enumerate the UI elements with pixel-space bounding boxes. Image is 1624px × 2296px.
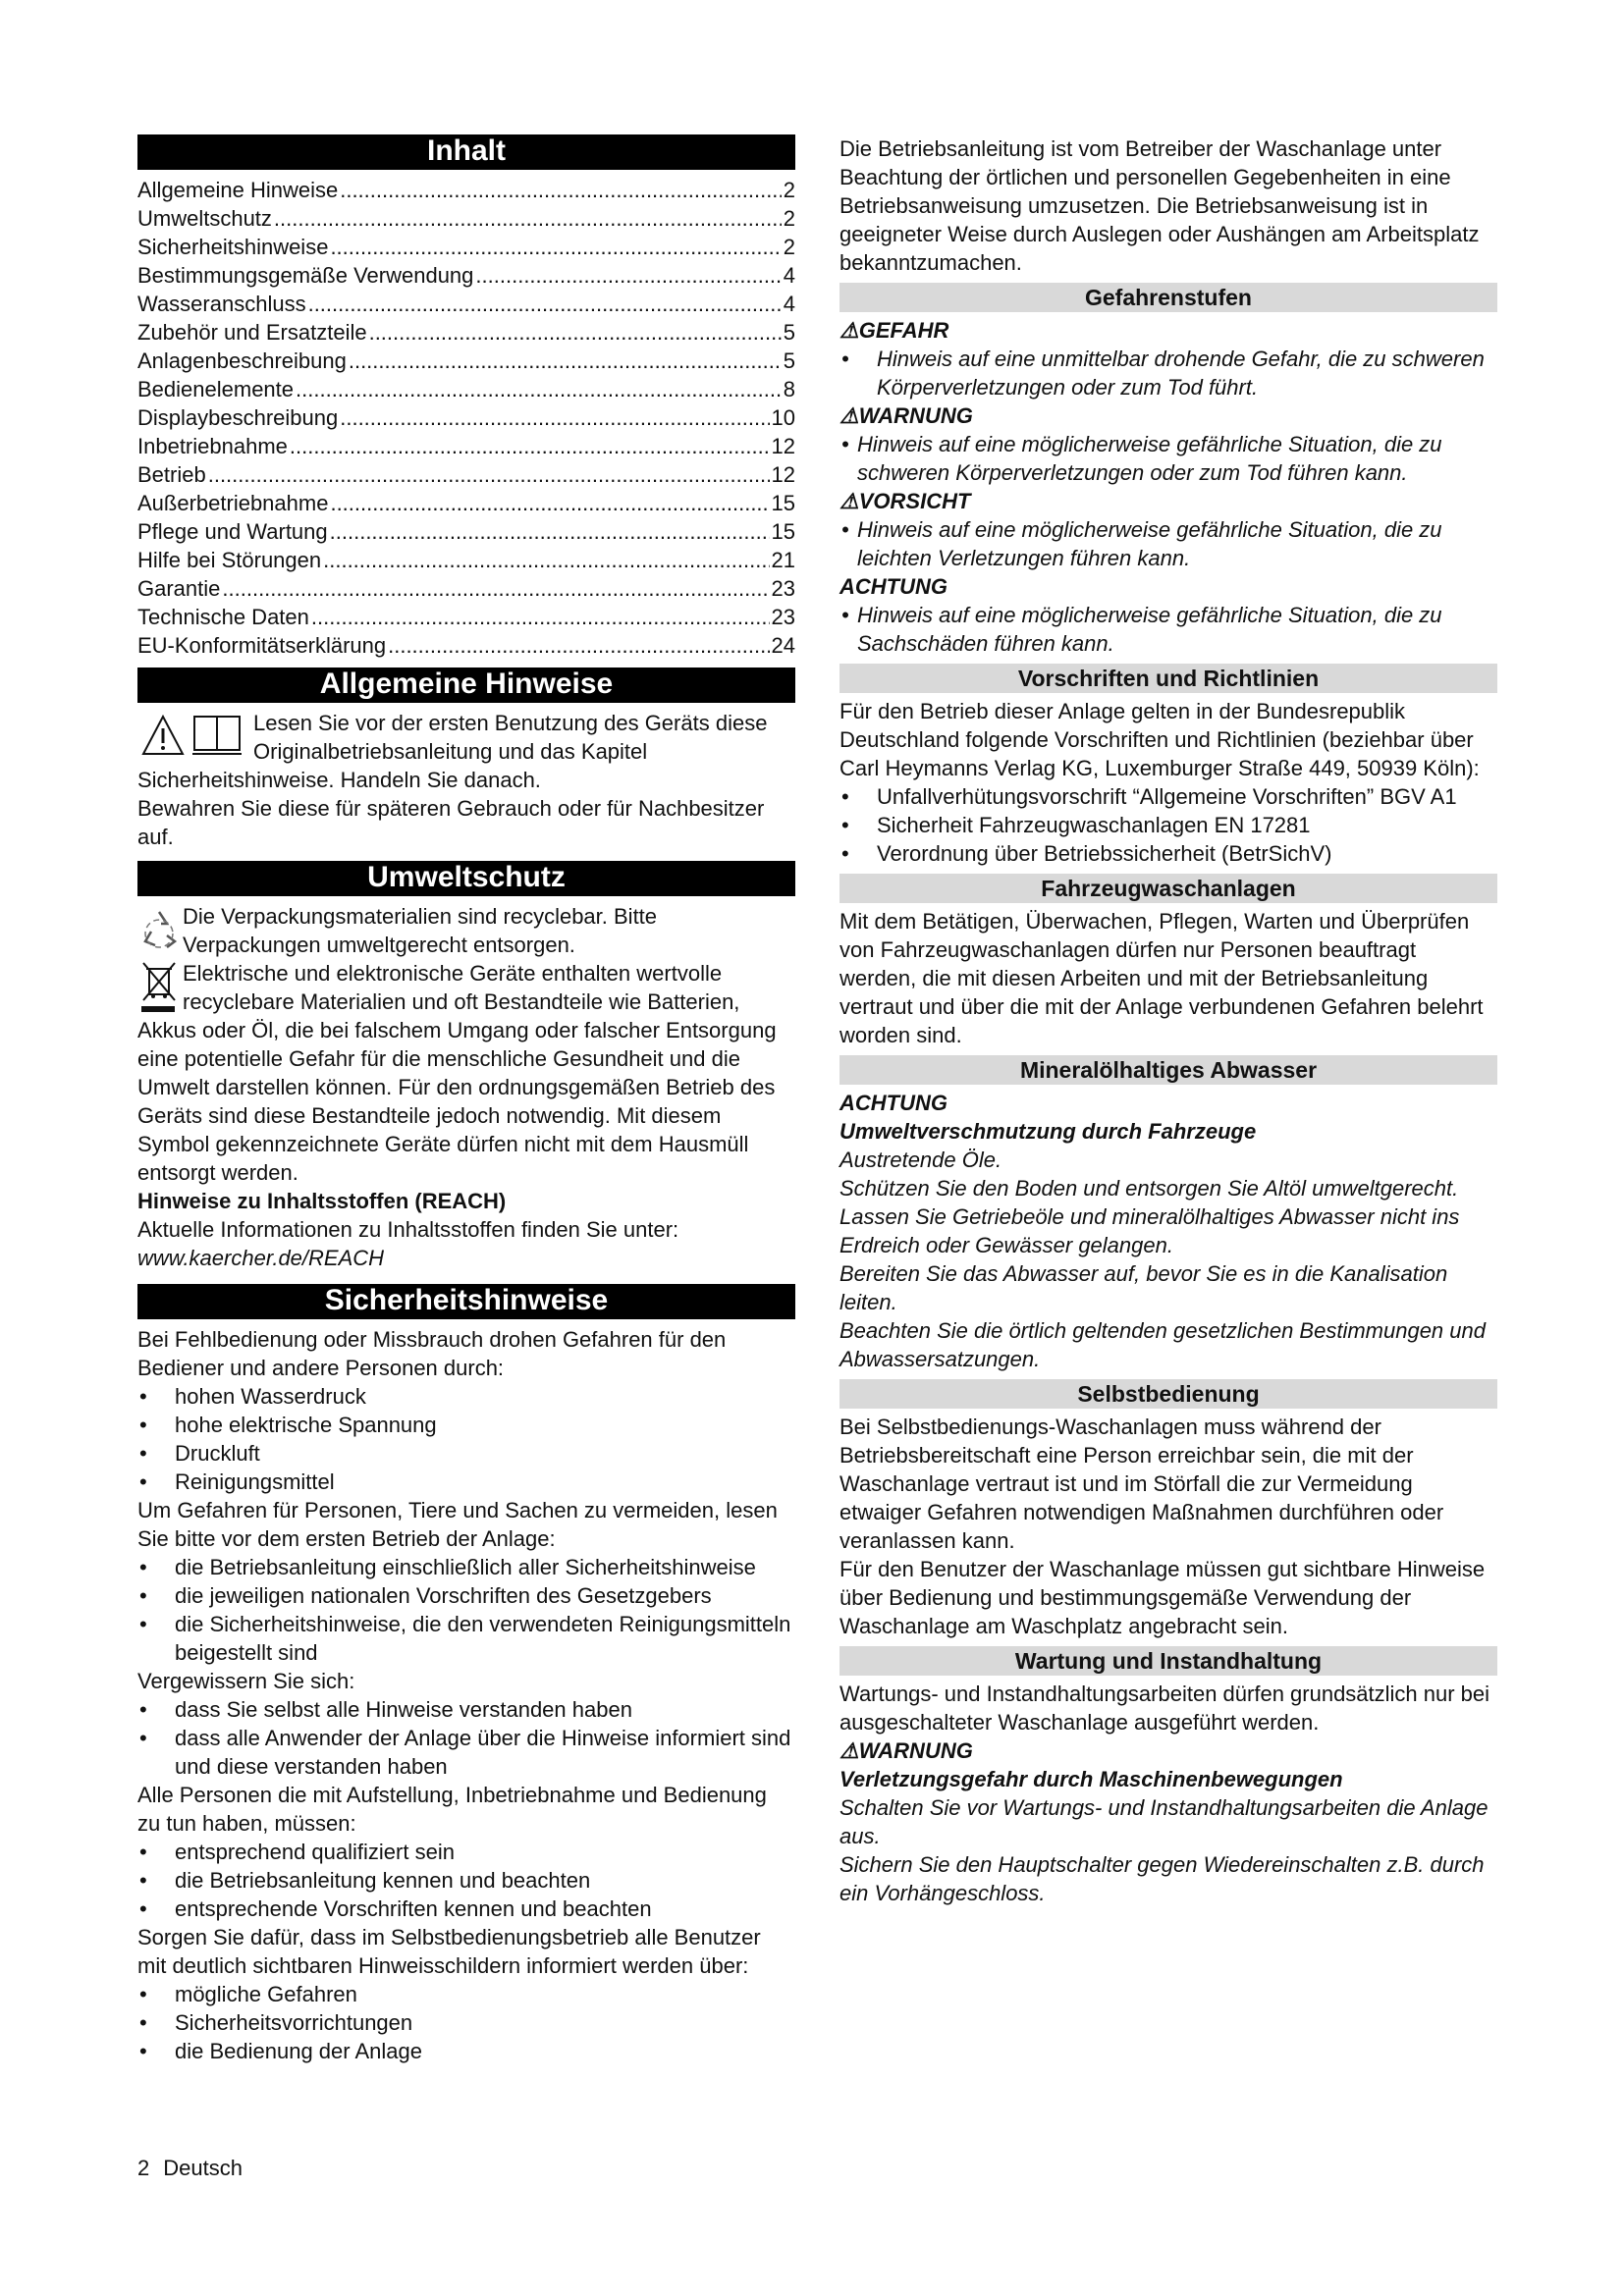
toc-row[interactable] (137, 318, 795, 347)
toc-dots (330, 233, 781, 261)
wartung-subtitle: Verletzungsgefahr durch Maschinenbewegungen (839, 1767, 1343, 1791)
warning-small-icon: ⚠ (839, 489, 859, 513)
allgemeine-text-2: Bewahren Sie diese für späteren Gebrauch oder für Nachbesitzer auf. (137, 796, 765, 849)
selbst-text-2: Für den Benutzer der Waschanlage müssen gut sichtbare Hinweise über Bedienung und bestimmungsgemäße Verwendung der Waschanlage am Waschplatz angebracht sein. (839, 1557, 1486, 1638)
toc-label: Pflege und Wartung (137, 519, 328, 544)
wartung-lines (839, 1793, 1497, 1907)
reach-link[interactable]: www.kaercher.de/REACH (137, 1246, 385, 1270)
reach-title: Hinweise zu Inhaltsstoffen (REACH) (137, 1189, 507, 1213)
sicherheit-list-1 (137, 1382, 795, 1496)
sicherheit-text-5: Sorgen Sie dafür, dass im Selbstbedienungsbetrieb alle Benutzer mit deutlich sichtbaren Hinweisschildern informiert werden über: (137, 1925, 761, 1978)
manual-book-icon (192, 717, 242, 754)
list-item: • entsprechend qualifiziert sein (137, 1838, 795, 1866)
page-number: 2 (137, 2156, 150, 2180)
toc-row[interactable] (137, 603, 795, 631)
toc-page: 2 (783, 178, 795, 202)
footer-language: Deutsch (163, 2156, 243, 2180)
toc-label: Hilfe bei Störungen (137, 548, 322, 572)
list-item: • mögliche Gefahren (137, 1980, 795, 2008)
toc-row[interactable] (137, 347, 795, 375)
toc-page: 8 (783, 377, 795, 401)
toc-row[interactable] (137, 546, 795, 574)
toc-row[interactable] (137, 233, 795, 261)
toc-page: 2 (783, 206, 795, 231)
toc-dots (340, 176, 782, 204)
crossed-bin-icon (137, 959, 183, 1016)
achtung-label: ACHTUNG (839, 574, 947, 599)
vorsicht-label: ⚠VORSICHT (839, 489, 971, 513)
fahrzeug-text: Mit dem Betätigen, Überwachen, Pflegen, Warten und Überprüfen von Fahrzeugwaschanlagen dürfen nur Personen beauftragt werden, die mit diesen Arbeiten und mit der Betriebsanleitung vertraut und über die mit der Anlage verbundenen Gefahren belehrt worden sind. (839, 909, 1484, 1047)
umwelt-heading: Umweltschutz (137, 861, 795, 896)
toc-label: Technische Daten (137, 605, 309, 629)
toc-heading: Inhalt (137, 134, 795, 170)
toc-label: Garantie (137, 576, 221, 601)
list-item: • entsprechende Vorschriften kennen und beachten (137, 1895, 795, 1923)
toc-label: Bestimmungsgemäße Verwendung (137, 263, 474, 288)
achtung-text: • Hinweis auf eine möglicherweise gefährliche Situation, die zu Sachschäden führen kann. (839, 601, 1497, 658)
sicherheit-list-3 (137, 1695, 795, 1781)
page-footer (137, 2156, 256, 2181)
wartung-text: Wartungs- und Instandhaltungsarbeiten dürfen grundsätzlich nur bei ausgeschalteter Waschanlage ausgeführt werden. (839, 1682, 1490, 1735)
selbst-text-1: Bei Selbstbedienungs-Waschanlagen muss während der Betriebsbereitschaft eine Person erreichbar sein, die mit der Waschanlage vertraut ist und im Störfall die zur Vermeidung etwaiger Gefahren notwendigen Maßnahmen durchführen oder veranlassen kann. (839, 1415, 1444, 1553)
toc-page: 4 (783, 292, 795, 316)
list-item: • die Betriebsanleitung einschließlich aller Sicherheitshinweise (137, 1553, 795, 1581)
toc-page: 24 (771, 633, 795, 658)
warnung-list (839, 430, 1497, 487)
toc-page: 4 (783, 263, 795, 288)
toc-page: 10 (771, 405, 795, 430)
sicherheit-heading: Sicherheitshinweise (137, 1284, 795, 1319)
sicherheit-text-2: Um Gefahren für Personen, Tiere und Sachen zu vermeiden, lesen Sie bitte vor dem ersten Betrieb der Anlage: (137, 1498, 778, 1551)
toc-label: Zubehör und Ersatzteile (137, 320, 367, 345)
toc-dots (311, 603, 770, 631)
wartung-warnung: ⚠WARNUNG (839, 1738, 973, 1763)
warnung-label: ⚠WARNUNG (839, 403, 973, 428)
selbst-heading: Selbstbedienung (839, 1379, 1497, 1409)
sicherheit-text-3: Vergewissern Sie sich: (137, 1669, 355, 1693)
warning-triangle-icon (143, 717, 183, 754)
toc-label: Wasseranschluss (137, 292, 306, 316)
allgemeine-block (137, 709, 795, 851)
gefahr-label: ⚠GEFAHR (839, 318, 949, 343)
reach-text: Aktuelle Informationen zu Inhaltsstoffen finden Sie unter: (137, 1217, 679, 1242)
gefahr-list (839, 345, 1497, 401)
toc-dots (290, 432, 770, 460)
toc-page: 15 (771, 491, 795, 515)
list-item: • Reinigungsmittel (137, 1468, 795, 1496)
list-item: • hohen Wasserdruck (137, 1382, 795, 1411)
toc-dots (349, 347, 782, 375)
toc-page: 12 (771, 434, 795, 458)
list-item: • die Sicherheitshinweise, die den verwendeten Reinigungsmitteln beigestellt sind (137, 1610, 795, 1667)
umwelt-text-2: Elektrische und elektronische Geräte enthalten wertvolle recyclebare Materialien und oft Bestandteile wie Batterien, Akkus oder Öl, die bei falschem Umgang oder falscher Entsorgung eine potentielle Gefahr für die menschliche Gesundheit und die Umwelt darstellen können. Für den ordnungsgemäßen Betrieb des Geräts sind diese Bestandteile jedoch notwendig. Mit diesem Symbol gekennzeichnete Geräte dürfen nicht mit dem Hausmüll entsorgt werden. (137, 961, 777, 1185)
vorsicht-list (839, 515, 1497, 572)
text-line: Sichern Sie den Hauptschalter gegen Wiedereinschalten z.B. durch ein Vorhängeschloss. (839, 1852, 1485, 1905)
right-column (839, 134, 1497, 1907)
toc-page: 5 (783, 320, 795, 345)
toc-row[interactable] (137, 204, 795, 233)
toc-row[interactable] (137, 574, 795, 603)
list-item: • hohe elektrische Spannung (137, 1411, 795, 1439)
text-line: Bereiten Sie das Abwasser auf, bevor Sie es in die Kanalisation leiten. (839, 1261, 1448, 1314)
achtung-list (839, 601, 1497, 658)
allgemeine-heading: Allgemeine Hinweise (137, 667, 795, 703)
warning-manual-icons (137, 709, 253, 762)
right-intro: Die Betriebsanleitung ist vom Betreiber der Waschanlage unter Beachtung der örtlichen und personellen Gegebenheiten in eine Betriebsanweisung umzusetzen. Die Betriebsanweisung ist in geeigneter Weise durch Auslegen oder Aushängen am Arbeitsplatz bekanntzumachen. (839, 136, 1480, 275)
toc-dots (330, 489, 769, 517)
list-item: • Unfallverhütungsvorschrift “Allgemeine Vorschriften” BGV A1 (839, 782, 1497, 811)
mineral-heading: Mineralölhaltiges Abwasser (839, 1055, 1497, 1085)
toc-dots (308, 290, 782, 318)
toc-label: EU-Konformitätserklärung (137, 633, 387, 658)
text-line: Austretende Öle. (839, 1148, 1002, 1172)
toc-label: Umweltschutz (137, 206, 272, 231)
toc-row[interactable] (137, 290, 795, 318)
toc-label: Displaybeschreibung (137, 405, 339, 430)
list-item: • dass Sie selbst alle Hinweise verstanden haben (137, 1695, 795, 1724)
toc-page: 23 (771, 576, 795, 601)
umwelt-text-1: Die Verpackungsmaterialien sind recyclebar. Bitte Verpackungen umweltgerecht entsorgen. (183, 904, 658, 957)
toc-dots (475, 261, 781, 290)
toc-label: Anlagenbeschreibung (137, 348, 347, 373)
vorschriften-heading: Vorschriften und Richtlinien (839, 664, 1497, 693)
text-line: Beachten Sie die örtlich geltenden gesetzlichen Bestimmungen und Abwassersatzungen. (839, 1318, 1486, 1371)
toc-dots (369, 318, 782, 347)
list-item: • die jeweiligen nationalen Vorschriften des Gesetzgebers (137, 1581, 795, 1610)
toc-label: Inbetriebnahme (137, 434, 288, 458)
toc-row[interactable] (137, 517, 795, 546)
list-item: • die Betriebsanleitung kennen und beachten (137, 1866, 795, 1895)
list-item: • die Bedienung der Anlage (137, 2037, 795, 2065)
warning-small-icon: ⚠ (839, 1738, 859, 1763)
mineral-lines (839, 1146, 1497, 1373)
toc-page: 23 (771, 605, 795, 629)
warning-small-icon: ⚠ (839, 403, 859, 428)
vorschriften-list (839, 782, 1497, 868)
toc-row[interactable] (137, 460, 795, 489)
list-item: • Druckluft (137, 1439, 795, 1468)
sicherheit-intro: Bei Fehlbedienung oder Missbrauch drohen Gefahren für den Bediener und andere Personen durch: (137, 1327, 727, 1380)
vorschriften-text: Für den Betrieb dieser Anlage gelten in der Bundesrepublik Deutschland folgende Vorschriften und Richtlinien (beziehbar über Carl Heymanns Verlag KG, Luxemburger Straße 449, 50939 Köln): (839, 699, 1480, 780)
toc-page: 2 (783, 235, 795, 259)
toc-row[interactable] (137, 631, 795, 660)
mineral-achtung: ACHTUNG (839, 1091, 947, 1115)
text-line: Lassen Sie Getriebeöle und mineralölhaltiges Abwasser nicht ins Erdreich oder Gewässer gelangen. (839, 1204, 1460, 1257)
fahrzeug-heading: Fahrzeugwaschanlagen (839, 874, 1497, 903)
sicherheit-list-5 (137, 1980, 795, 2065)
toc-dots (330, 517, 770, 546)
toc-dots (296, 375, 782, 403)
sicherheit-list-2 (137, 1553, 795, 1667)
toc-list (137, 176, 795, 660)
toc-row[interactable] (137, 403, 795, 432)
list-item: • Verordnung über Betriebssicherheit (BetrSichV) (839, 839, 1497, 868)
toc-label: Außerbetriebnahme (137, 491, 329, 515)
toc-dots (208, 460, 770, 489)
toc-row[interactable] (137, 489, 795, 517)
toc-page: 12 (771, 462, 795, 487)
toc-row[interactable] (137, 432, 795, 460)
recycle-icon (137, 902, 183, 959)
left-column (137, 134, 795, 2065)
toc-row[interactable] (137, 261, 795, 290)
text-line: Schalten Sie vor Wartungs- und Instandhaltungsarbeiten die Anlage aus. (839, 1795, 1489, 1848)
list-item: • Sicherheitsvorrichtungen (137, 2008, 795, 2037)
wartung-heading: Wartung und Instandhaltung (839, 1646, 1497, 1676)
warning-small-icon: ⚠ (839, 318, 859, 343)
toc-dots (274, 204, 782, 233)
toc-label: Bedienelemente (137, 377, 295, 401)
mineral-subtitle: Umweltverschmutzung durch Fahrzeuge (839, 1119, 1257, 1144)
gefahrenstufen-heading: Gefahrenstufen (839, 283, 1497, 312)
list-item: • Sicherheit Fahrzeugwaschanlagen EN 17281 (839, 811, 1497, 839)
vorsicht-text: • Hinweis auf eine möglicherweise gefährliche Situation, die zu leichten Verletzungen führen kann. (839, 515, 1497, 572)
gefahr-text: • Hinweis auf eine unmittelbar drohende Gefahr, die zu schweren Körperverletzungen oder zum Tod führt. (839, 345, 1497, 401)
umwelt-block (137, 902, 795, 1272)
toc-page: 21 (771, 548, 795, 572)
list-item: • dass alle Anwender der Anlage über die Hinweise informiert sind und diese verstanden haben (137, 1724, 795, 1781)
toc-dots (340, 403, 769, 432)
toc-label: Betrieb (137, 462, 206, 487)
toc-dots (323, 546, 769, 574)
text-line: Schützen Sie den Boden und entsorgen Sie Altöl umweltgerecht. (839, 1176, 1459, 1201)
toc-row[interactable] (137, 375, 795, 403)
toc-dots (222, 574, 769, 603)
toc-page: 5 (783, 348, 795, 373)
warnung-text: • Hinweis auf eine möglicherweise gefährliche Situation, die zu schweren Körperverletzungen oder zum Tod führen kann. (839, 430, 1497, 487)
sicherheit-block (137, 1325, 795, 2065)
allgemeine-text-1: Lesen Sie vor der ersten Benutzung des Geräts diese Originalbetriebsanleitung und das Kapitel Sicherheitshinweise. Handeln Sie danach. (137, 711, 768, 792)
toc-row[interactable] (137, 176, 795, 204)
toc-dots (388, 631, 769, 660)
sicherheit-text-4: Alle Personen die mit Aufstellung, Inbetriebnahme und Bedienung zu tun haben, müssen: (137, 1783, 767, 1836)
toc-label: Allgemeine Hinweise (137, 178, 339, 202)
toc-page: 15 (771, 519, 795, 544)
toc-label: Sicherheitshinweise (137, 235, 329, 259)
sicherheit-list-4 (137, 1838, 795, 1923)
